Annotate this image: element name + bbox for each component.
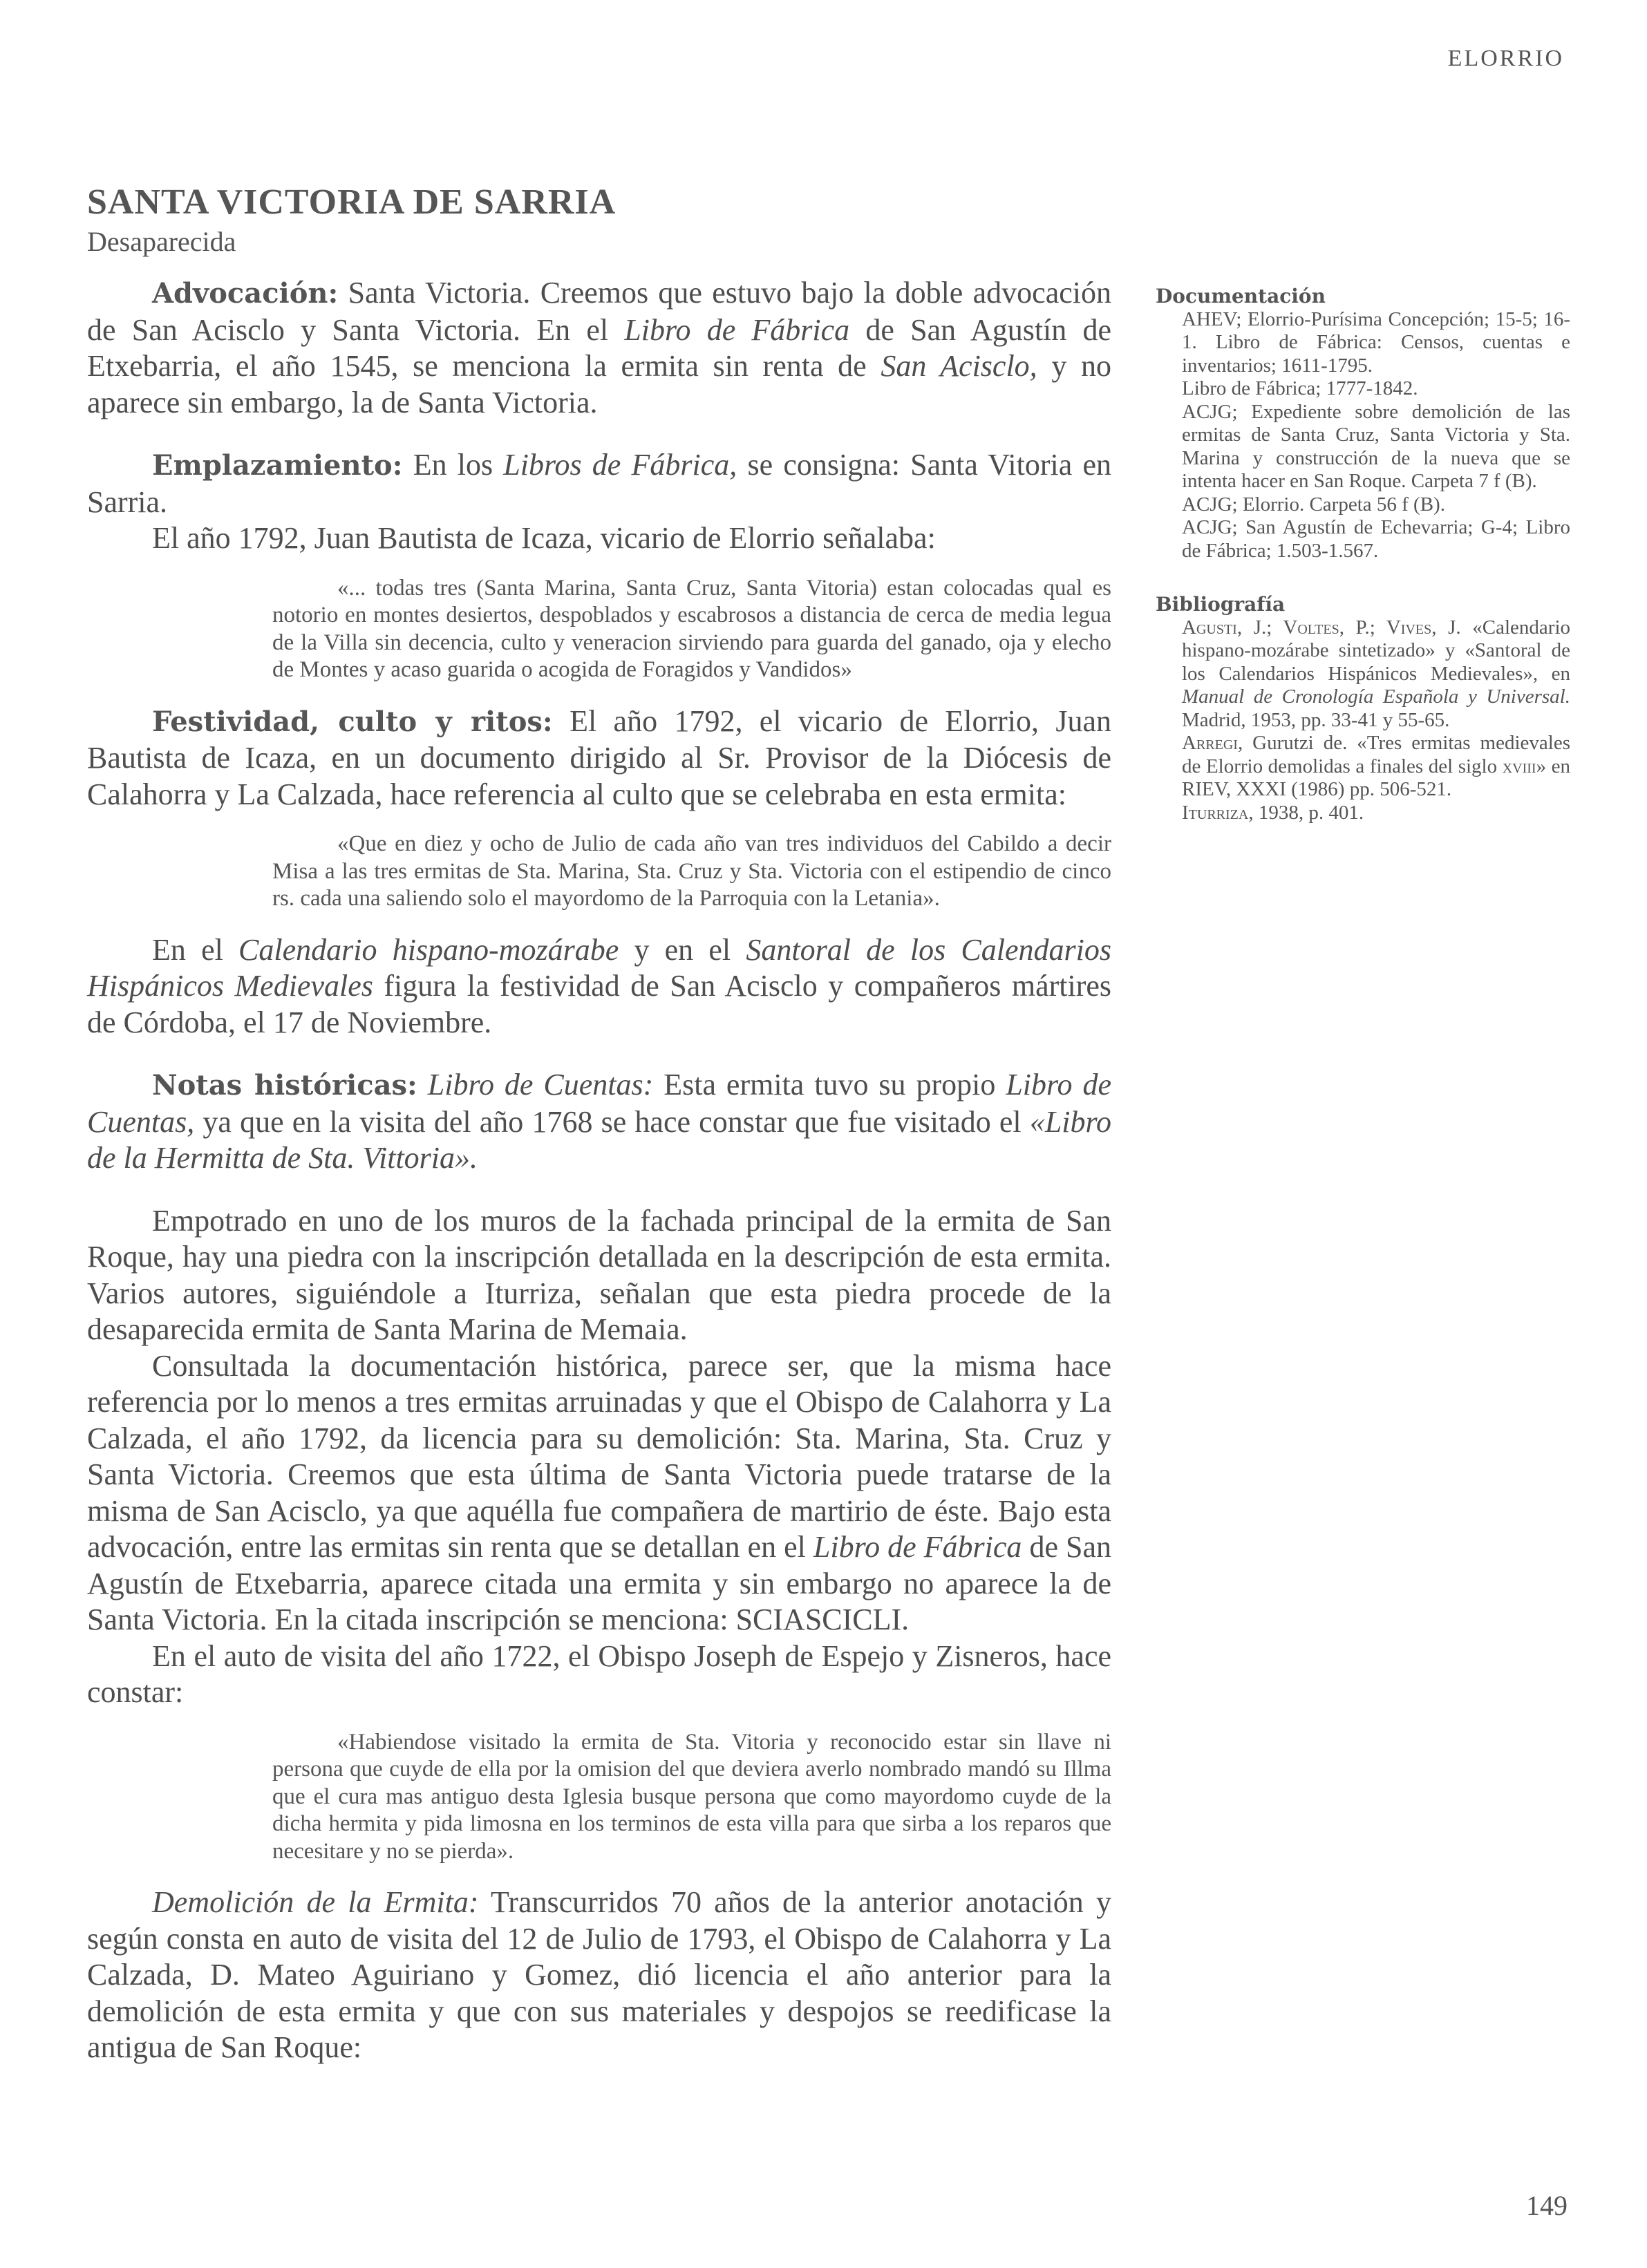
body-paragraph: En el Calendario hispano-mozárabe y en el Santoral de los Calendarios Hispánicos Medievales figura la festividad de San Acisclo y compañeros mártires de Córdoba, el 17 de Noviembre. <box>87 932 1112 1039</box>
body-paragraph: En el auto de visita del año 1722, el Obispo Joseph de Espejo y Zisneros, hace constar: <box>87 1638 1111 1709</box>
doc-entry: Libro de Fábrica; 1777-1842. <box>1182 377 1418 399</box>
block-quote: «... todas tres (Santa Marina, Santa Cruz, Santa Vitoria) estan colocadas qual es notorio en montes desiertos, despoblados y escabrosos a distancia de cerca de media legua de la Villa sin decencia, culto y veneracion sirviendo para guarda del ganado, oja y elecho de Montes y acaso guarida o acogida de Foragidos y Vandidos» <box>272 575 1111 682</box>
main-column <box>87 275 1111 2066</box>
sidebar-heading: Bibliografía <box>1156 593 1286 616</box>
sidebar-notes <box>1156 285 1570 855</box>
title-block <box>87 181 616 260</box>
notas-paragraph: Notas históricas: Libro de Cuentas: Esta ermita tuvo su propio Libro de Cuentas, ya que en la visita del año 1768 se hace constar que fue visitado el «Libro de la Hermitta de Sta. Vittoria». <box>87 1068 1111 1175</box>
bib-entry: Iturriza, 1938, p. 401. <box>1182 801 1364 824</box>
running-head: ELORRIO <box>1447 46 1564 71</box>
doc-entry: ACJG; Elorrio. Carpeta 56 f (B). <box>1182 493 1445 516</box>
advocacion-paragraph: Advocación: Santa Victoria. Creemos que estuvo bajo la doble advocación de San Acisclo y Santa Victoria. En el Libro de Fábrica de San Agustín de Etxebarria, el año 1545, se menciona la ermita sin renta de San Acisclo, y no aparece sin embargo, la de Santa Victoria. <box>87 276 1112 419</box>
bibliografia-section <box>1156 593 1570 824</box>
doc-entry: AHEV; Elorrio-Purísima Concepción; 15-5; 16-1. Libro de Fábrica: Censos, cuentas e inventarios; 1611-1795. <box>1182 308 1570 377</box>
documentacion-section <box>1156 285 1570 563</box>
body-paragraph: Consultada la documentación histórica, parece ser, que la misma hace referencia por lo menos a tres ermitas arruinadas y que el Obispo de Calahorra y La Calzada, el año 1792, da licencia para su demolición: Sta. Marina, Sta. Cruz y Santa Victoria. Creemos que esta última de Santa Victoria puede tratarse de la misma de San Acisclo, ya que aquélla fue compañera de martirio de éste. Bajo esta advocación, entre las ermitas sin renta que se detallan en el Libro de Fábrica de San Agustín de Etxebarria, aparece citada una ermita y sin embargo no aparece la de Santa Victoria. En la citada inscripción se menciona: SCIASCICLI. <box>87 1348 1112 1636</box>
section-label: Festividad, culto y ritos: <box>152 705 553 738</box>
emplazamiento-paragraph: Emplazamiento: En los Libros de Fábrica, se consigna: Santa Vitoria en Sarria. <box>87 448 1111 519</box>
section-label: Demolición de la Ermita: <box>152 1885 479 1919</box>
sidebar-heading: Documentación <box>1156 285 1326 308</box>
doc-entry: ACJG; San Agustín de Echevarria; G-4; Libro de Fábrica; 1.503-1.567. <box>1182 516 1570 562</box>
page-subtitle: Desaparecida <box>87 226 236 257</box>
section-label: Notas históricas: <box>152 1069 417 1102</box>
block-quote: «Que en diez y ocho de Julio de cada año van tres individuos del Cabildo a decir Misa a las tres ermitas de Sta. Marina, Sta. Cruz y Sta. Victoria con el estipendio de cinco rs. cada una saliendo solo el mayordomo de la Parroquia con la Letania». <box>272 831 1111 911</box>
festividad-paragraph: Festividad, culto y ritos: El año 1792, el vicario de Elorrio, Juan Bautista de Icaza, en un documento dirigido al Sr. Provisor de la Diócesis de Calahorra y La Calzada, hace referencia al culto que se celebraba en esta ermita: <box>87 703 1112 811</box>
doc-entry: ACJG; Expediente sobre demolición de las ermitas de Santa Cruz, Santa Victoria y Sta. Marina y construcción de la nueva que se intenta hacer en San Roque. Carpeta 7 f (B). <box>1182 400 1570 492</box>
section-label: Emplazamiento: <box>152 449 403 482</box>
bib-entry: Arregi, Gurutzi de. «Tres ermitas medievales de Elorrio demolidas a finales del siglo xviii» en RIEV, XXXI (1986) pp. 506-521. <box>1182 732 1571 800</box>
page-title: SANTA VICTORIA DE SARRIA <box>87 182 617 222</box>
section-label: Advocación: <box>152 277 339 310</box>
bib-entry: Agusti, J.; Voltes, P.; Vives, J. «Calendario hispano-mozárabe sintetizado» y «Santoral de los Calendarios Hispánicos Medievales», en Manual de Cronología Española y Universal. Madrid, 1953, pp. 33-41 y 55-65. <box>1182 616 1570 731</box>
body-paragraph: El año 1792, Juan Bautista de Icaza, vicario de Elorrio señalaba: <box>152 521 936 555</box>
demolicion-paragraph: Demolición de la Ermita: Transcurridos 70 años de la anterior anotación y según consta en auto de visita del 12 de Julio de 1793, el Obispo de Calahorra y La Calzada, D. Mateo Aguiriano y Gomez, dió licencia el año anterior para la demolición de esta ermita y que con sus materiales y despojos se reedificase la antigua de San Roque: <box>87 1885 1112 2064</box>
page-number: 149 <box>1526 2190 1568 2221</box>
body-paragraph: Empotrado en uno de los muros de la fachada principal de la ermita de San Roque, hay una piedra con la inscripción detallada en la descripción de esta ermita. Varios autores, siguiéndole a Iturriza, señalan que esta piedra procede de la desaparecida ermita de Santa Marina de Memaia. <box>87 1203 1111 1346</box>
block-quote: «Habiendose visitado la ermita de Sta. Vitoria y reconocido estar sin llave ni persona que cuyde de ella por la omision del que deviera averlo nombrado mandó su Illma que el cura mas antiguo desta Iglesia busque persona que como mayordomo cuyde de la dicha hermita y pida limosna en los terminos de esta villa para que sirba a los reparos que necesitare y no se pierda». <box>272 1729 1111 1864</box>
